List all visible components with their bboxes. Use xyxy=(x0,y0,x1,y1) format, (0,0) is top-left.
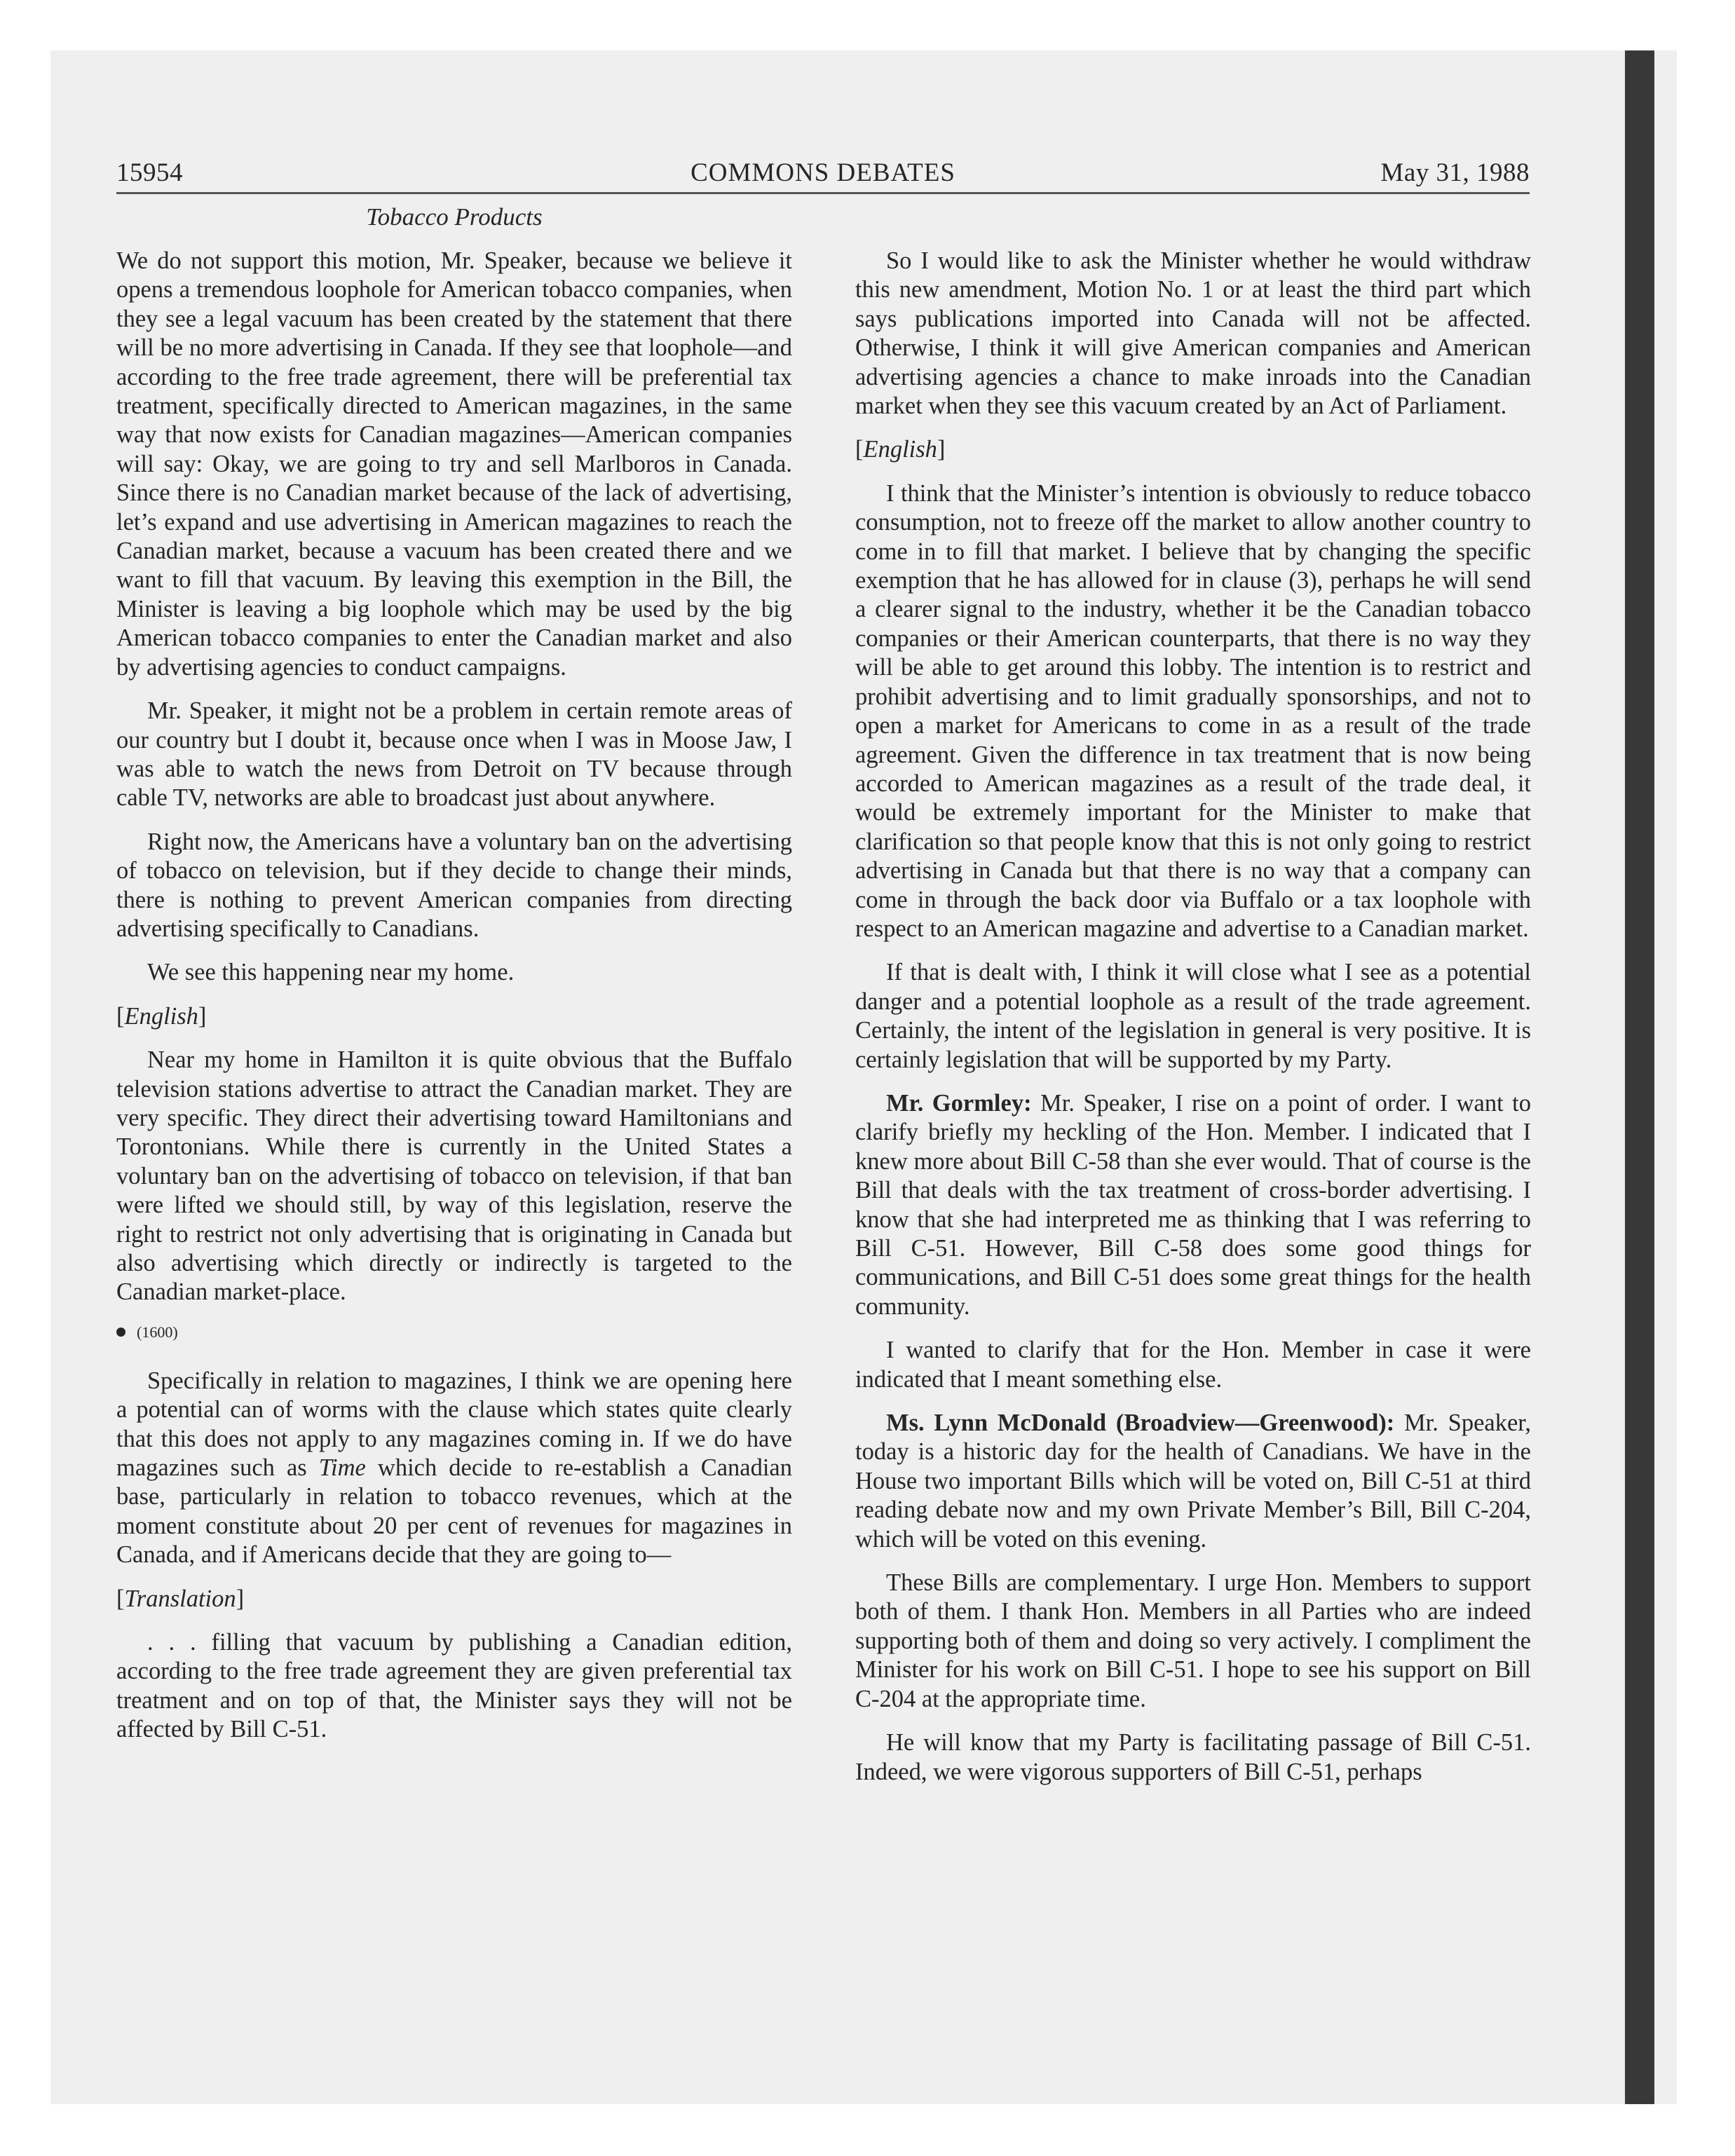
paragraph: Mr. Speaker, it might not be a problem in certain remote areas of our country but I doubt it, because once when I was in Moose Jaw, I was able to watch the news from Detroit on TV because through cable TV, networks are able to broadcast just about anywhere. xyxy=(116,697,792,812)
section-title: Tobacco Products xyxy=(366,203,543,231)
language-label: English xyxy=(124,1002,198,1030)
speech-paragraph: Ms. Lynn McDonald (Broadview—Greenwood): Mr. Speaker, today is a historic day for the health of Canadians. We have in the House two important Bills which will be voted on, Bill C-51 at third reading debate now and my own Private Member’s Bill, Bill C-204, which will be voted on this evening. xyxy=(855,1410,1531,1553)
right-column xyxy=(855,247,1531,1801)
paragraph: These Bills are complementary. I urge Hon. Members to support both of them. I thank Hon. Members in all Parties who are indeed supporting both of them and doing so very actively. I compliment the Minister for his work on Bill C-51. I hope to see his support on Bill C-204 at the appropriate time. xyxy=(855,1569,1531,1712)
speech-paragraph: Mr. Gormley: Mr. Speaker, I rise on a point of order. I want to clarify briefly my heckling of the Hon. Member. I indicated that I knew more about Bill C-58 than she ever would. That of course is the Bill that deals with the tax treatment of cross-border advertising. I know that she had interpreted me as thinking that I was referring to Bill C-51. However, Bill C-58 does some good things for communications, and Bill C-51 does some great things for the health community. xyxy=(855,1089,1532,1320)
paragraph: Right now, the Americans have a voluntary ban on the advertising of tobacco on television, but if they decide to change their minds, there is nothing to prevent American companies from directing advertising specifically to Canadians. xyxy=(116,828,792,942)
publication-title: COMMONS DEBATES xyxy=(690,158,955,187)
paragraph: Near my home in Hamilton it is quite obvious that the Buffalo television stations advertise to attract the Canadian market. They are very specific. They direct their advertising toward Hamiltonians and Torontonians. While there is currently in the United States a voluntary ban on the advertising of tobacco on television, if that ban were lifted we should still, by way of this legislation, reserve the right to restrict not only advertising that is originating in Canada but also advertising which directly or indirectly is targeted to the Canadian market-place. xyxy=(116,1046,792,1306)
paragraph: . . . filling that vacuum by publishing a Canadian edition, according to the free trade agreement they are given preferential tax treatment and on top of that, the Minister says they will not be affected by Bill C-51. xyxy=(116,1629,792,1743)
speaker-name: Mr. Gormley: xyxy=(886,1089,1032,1117)
paragraph: I think that the Minister’s intention is obviously to reduce tobacco consumption, not to freeze off the market to allow another country to come in to fill that market. I believe that by changing the specific exemption that he has allowed for in clause (3), perhaps he will send a clearer signal to the industry, whether it be the Canadian tobacco companies or their American counterparts, that there is no way they will be able to get around this lobby. The intention is to restrict and prohibit advertising and to limit gradually sponsorships, and not to open a market for Americans to come in as a result of the trade agreement. Given the difference in tax treatment that is now being accorded to American magazines as a result of the trade deal, it would be extremely important for the Minister to make that clarification so that people know that this is not only going to restrict advertising in Canada but that there is no way that a company can come in through the back door via Buffalo or a tax loophole with respect to an American magazine and advertise to a Canadian market. xyxy=(855,479,1531,942)
paragraph: So I would like to ask the Minister whether he would withdraw this new amendment, Motion No. 1 or at least the third part which says publications imported into Canada will not be affected. Otherwise, I think it will give American companies and American advertising agencies a chance to make inroads into the Canadian market when they see this vacuum created by an Act of Parliament. xyxy=(855,247,1531,420)
binding-edge xyxy=(1625,50,1654,2104)
paragraph: We see this happening near my home. xyxy=(147,959,515,986)
paragraph: I wanted to clarify that for the Hon. Member in case it were indicated that I meant something else. xyxy=(855,1337,1531,1393)
language-note: [English] xyxy=(855,436,946,463)
page-number: 15954 xyxy=(116,158,183,187)
paragraph: Specifically in relation to magazines, I think we are opening here a potential can of worms with the clause which states quite clearly that this does not apply to any magazines coming in. If we do have magazines such as Time which decide to re-establish a Canadian base, particularly in relation to tobacco revenues, which at the moment constitute about 20 per cent of revenues for magazines in Canada, and if Americans decide that they are going to— xyxy=(116,1367,792,1569)
page-header xyxy=(116,153,1530,194)
paragraph: We do not support this motion, Mr. Speaker, because we believe it opens a tremendous loophole for American tobacco companies, when they see a legal vacuum has been created by the statement that there will be no more advertising in Canada. If they see that loophole—and according to the free trade agreement, there will be preferential tax treatment, specifically directed to American magazines, in the same way that now exists for Canadian magazines—American companies will say: Okay, we are going to try and sell Marlboros in Canada. Since there is no Canadian market because of the lack of advertising, let’s expand and use advertising in American magazines to reach the Canadian market, because a vacuum has been created there and we want to fill that vacuum. By leaving this exemption in the Bill, the Minister is leaving a big loophole which may be used by the big American tobacco companies to enter the Canadian market and also by advertising agencies to conduct campaigns. xyxy=(116,247,792,681)
time-marker xyxy=(116,1322,792,1343)
language-note: [English] xyxy=(116,1002,207,1030)
magazine-title: Time xyxy=(318,1454,366,1482)
left-column xyxy=(116,247,792,1759)
language-label: Translation xyxy=(124,1585,236,1612)
paragraph: If that is dealt with, I think it will close what I see as a potential danger and a potential loophole as a result of the trade agreement. Certainly, the intent of the legislation in general is very positive. It is certainly legislation that will be supported by my Party. xyxy=(855,959,1531,1073)
page-date: May 31, 1988 xyxy=(1380,158,1530,187)
language-label: English xyxy=(863,436,937,463)
speaker-name: Ms. Lynn McDonald (Broadview—Greenwood): xyxy=(886,1410,1395,1437)
time-marker-text: (1600) xyxy=(137,1323,178,1341)
language-note: [Translation] xyxy=(116,1585,245,1612)
paragraph: He will know that my Party is facilitating passage of Bill C-51. Indeed, we were vigorous supporters of Bill C-51, perhaps xyxy=(855,1729,1531,1785)
bullet-icon xyxy=(116,1328,125,1337)
